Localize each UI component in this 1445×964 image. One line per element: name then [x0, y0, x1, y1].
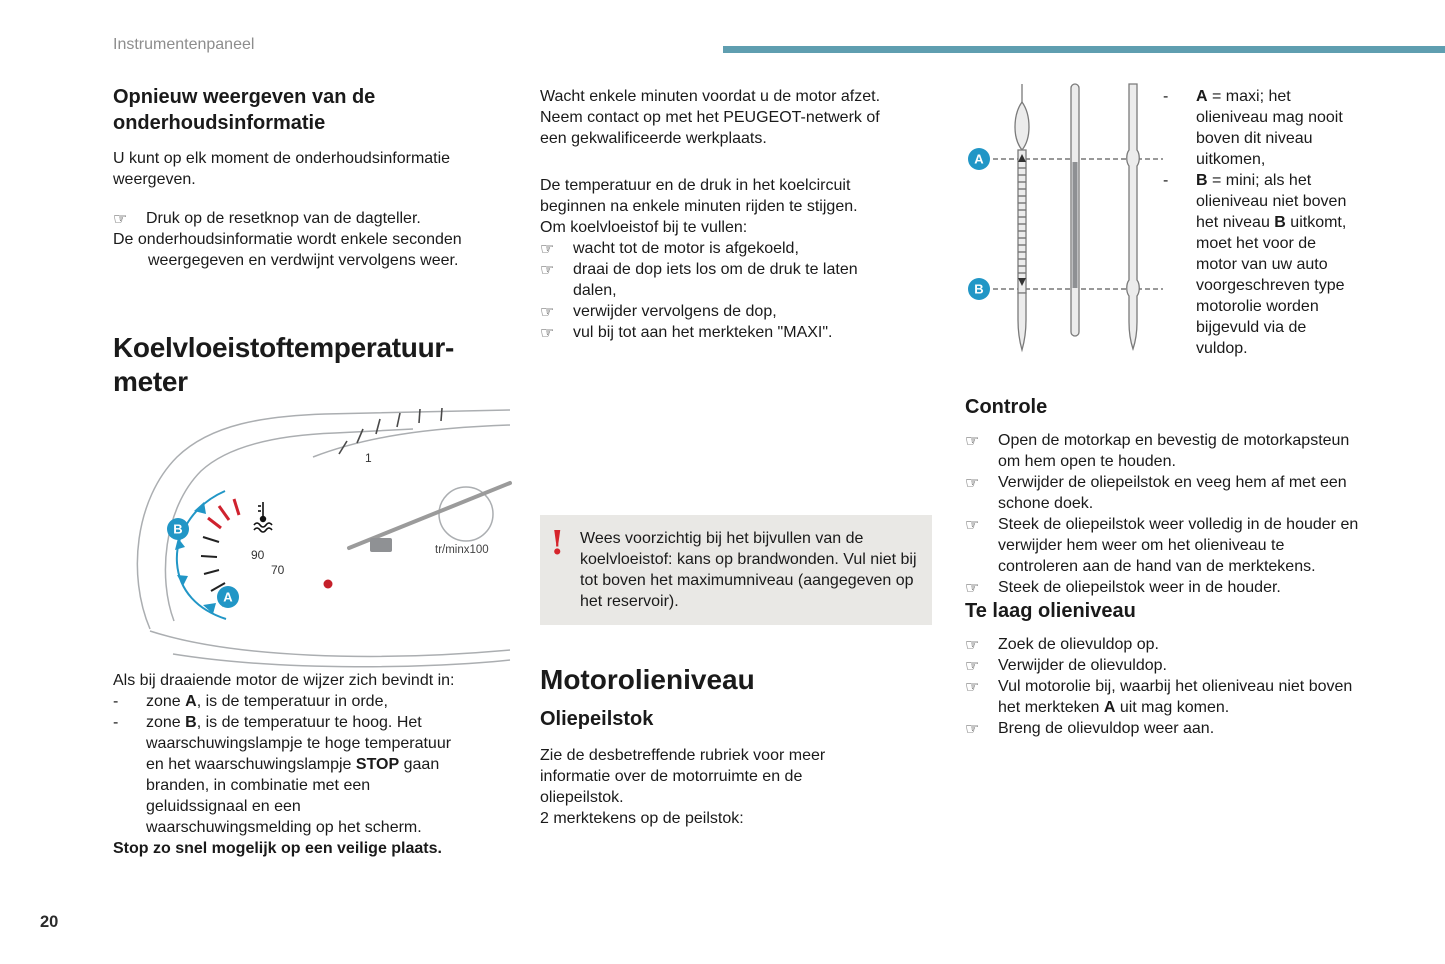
temp-label-90: 90	[251, 548, 265, 562]
legend-b-mid: = mini; als het olieniveau niet boven het niveau	[1196, 172, 1347, 231]
dipstick-illustration	[965, 82, 1165, 358]
caution-box	[540, 515, 932, 625]
step-text: Verwijder de olievuldop.	[998, 657, 1167, 674]
zone-b-bold: B	[185, 714, 197, 731]
list-dash: -	[113, 693, 119, 710]
warning-indicator-dot	[324, 580, 333, 589]
coolant-temperature-icon	[254, 502, 272, 532]
svg-text:B: B	[173, 521, 183, 537]
svg-text:B: B	[974, 281, 984, 297]
legend-item-b	[1163, 170, 1355, 359]
zone-b-stop-bold: STOP	[355, 756, 400, 773]
step-text: Verwijder de oliepeilstok en veeg hem af met een schone doek.	[998, 474, 1347, 512]
zone-b-text	[146, 712, 465, 838]
middle-column	[540, 86, 917, 829]
instruction-step	[965, 634, 1365, 655]
step-text: Steek de oliepeilstok weer volledig in de houder en verwijder hem weer om het olieniveau te controleren aan de hand van de merktekens.	[998, 516, 1359, 575]
instruction-step	[540, 238, 886, 259]
legend-b-body: uitkomt, moet het voor de motor van uw auto voorgeschreven type motorolie worden bijgevuld via de vuldop.	[1196, 214, 1347, 357]
step-text: Open de motorkap en bevestig de motorkapsteun om hem open te houden.	[998, 432, 1350, 470]
cluster-bezel-lines	[137, 410, 510, 667]
list-dash: -	[1163, 172, 1169, 189]
svg-text:A: A	[223, 589, 233, 605]
legend-b-bold2: B	[1274, 214, 1286, 231]
zone-a-post: , is de temperatuur in orde,	[196, 693, 388, 710]
svg-text:A: A	[974, 151, 984, 167]
heading-engine-oil-level: Motorolieniveau	[540, 664, 755, 695]
instrument-cluster-illustration	[113, 407, 511, 664]
marker-a-badge	[968, 148, 990, 170]
pointer-hand-icon: ☞	[965, 578, 980, 597]
zone-b-post: gaan branden, in combinatie met een geluidssignaal en een waarschuwingsmelding op het scherm.	[146, 756, 440, 836]
pointer-hand-icon: ☞	[113, 209, 128, 228]
legend-b-text	[1196, 170, 1355, 359]
instruction-step	[965, 514, 1365, 577]
pointer-hand-icon: ☞	[540, 302, 555, 321]
pointer-hand-icon: ☞	[965, 473, 980, 492]
temp-label-70: 70	[271, 563, 285, 577]
zone-b-pre: zone	[146, 714, 186, 731]
dipstick-oil-level	[1071, 84, 1079, 336]
caution-text: Wees voorzichtig bij het bijvullen van de koelvloeistof: kans op brandwonden. Vul niet bij tot boven het maximumniveau (aangegeven op het reservoir).	[580, 530, 917, 610]
legend-a-text	[1196, 86, 1355, 170]
legend-a-bold: A	[1196, 88, 1208, 105]
dipstick-figure-row	[965, 82, 1365, 394]
step-text: draai de dop iets los om de druk te laten dalen,	[573, 261, 858, 299]
legend-item-a	[1163, 86, 1355, 170]
step-text: vul bij tot aan het merkteken "MAXI".	[573, 324, 833, 341]
paragraph-dipstick-info: Zie de desbetreffende rubriek voor meer informatie over de motorruimte en de oliepeilstok.	[540, 747, 826, 806]
step-text: wacht tot de motor is afgekoeld,	[573, 240, 799, 257]
heading-check: Controle	[965, 396, 1048, 418]
odometer-display	[370, 538, 392, 552]
pointer-hand-icon: ☞	[965, 677, 980, 696]
instruction-step	[965, 472, 1365, 514]
instruction-step	[540, 301, 886, 322]
zone-a-pre: zone	[146, 693, 186, 710]
running-header: Instrumentenpaneel	[113, 36, 255, 53]
rpm-unit-label: tr/minx100	[435, 544, 489, 556]
dipstick-plain	[1127, 84, 1140, 349]
paragraph-wait-minutes: Wacht enkele minuten voordat u de motor afzet.	[540, 88, 881, 105]
instruction-step	[965, 676, 1365, 718]
marker-b-badge	[968, 278, 990, 300]
heading-maintenance-info: Opnieuw weergeven van de onderhoudsinformatie	[113, 86, 376, 134]
zone-b-mid: , is de temperatuur te hoog. Het waarschuwingslampje te hoge temperatuur en het waarschuwingslampje	[146, 714, 452, 773]
right-column	[965, 82, 1365, 739]
marker-b-badge	[167, 518, 189, 540]
instruction-step	[965, 718, 1365, 739]
pointer-hand-icon: ☞	[540, 260, 555, 279]
paragraph-two-marks: 2 merktekens op de peilstok:	[540, 810, 744, 827]
list-dash: -	[1163, 88, 1169, 105]
low-s3-bold: A	[1103, 699, 1116, 716]
pointer-hand-icon: ☞	[965, 431, 980, 450]
paragraph-contact-network: Neem contact op met het PEUGEOT-netwerk of een gekwalificeerde werkplaats.	[540, 109, 880, 147]
legend-b-bold: B	[1196, 172, 1208, 189]
instruction-step	[965, 430, 1365, 472]
step-text: Druk op de resetknop van de dagteller.	[146, 210, 421, 227]
instruction-step	[540, 259, 886, 301]
step-text: Zoek de olievuldop op.	[998, 636, 1159, 653]
instruction-step	[540, 322, 886, 343]
heading-low-oil-level: Te laag olieniveau	[965, 600, 1136, 622]
header-accent-bar	[723, 46, 1445, 53]
list-item-zone-a	[113, 691, 465, 712]
pointer-hand-icon: ☞	[965, 515, 980, 534]
list-dash: -	[113, 714, 119, 731]
pointer-hand-icon: ☞	[540, 239, 555, 258]
step-text: Breng de olievuldop weer aan.	[998, 720, 1215, 737]
low-s3-pre: Vul motorolie bij, waarbij het olieniveau niet boven het merkteken	[998, 678, 1353, 716]
dipstick-legend	[1163, 86, 1355, 359]
step-text: verwijder vervolgens de dop,	[573, 303, 777, 320]
instruction-step	[965, 655, 1365, 676]
low-s3-post: uit mag komen.	[1115, 699, 1230, 716]
zone-a-text	[146, 691, 465, 712]
heading-dipstick: Oliepeilstok	[540, 708, 654, 730]
pointer-hand-icon: ☞	[965, 635, 980, 654]
pointer-hand-icon: ☞	[965, 656, 980, 675]
heading-coolant-gauge: Koelvloeistoftemperatuur-meter	[113, 332, 454, 397]
left-column	[113, 84, 489, 859]
step-text: Steek de oliepeilstok weer in de houder.	[998, 579, 1281, 596]
instruction-step	[965, 577, 1365, 598]
paragraph-coolant-intro: Als bij draaiende motor de wijzer zich bevindt in:	[113, 672, 455, 689]
warning-exclamation-icon: !	[550, 523, 565, 562]
zone-a-bold: A	[185, 693, 197, 710]
marker-a-badge	[217, 586, 239, 608]
paragraph-maintenance-intro: U kunt op elk moment de onderhoudsinformatie weergeven.	[113, 150, 451, 188]
paragraph-coolant-refill-intro: De temperatuur en de druk in het koelcircuit beginnen na enkele minuten rijden te stijgen. Om koelvloeistof bij te vullen:	[540, 177, 858, 236]
legend-a-body: = maxi; het olieniveau mag nooit boven dit niveau uitkomen,	[1196, 88, 1343, 168]
list-item-zone-b	[113, 712, 465, 838]
pointer-hand-icon: ☞	[540, 323, 555, 342]
paragraph-maintenance-note: De onderhoudsinformatie wordt enkele seconden weergegeven en verdwijnt vervolgens weer.	[113, 231, 462, 269]
pointer-hand-icon: ☞	[965, 719, 980, 738]
stop-warning-text: Stop zo snel mogelijk op een veilige plaats.	[113, 840, 442, 857]
tachometer-number-label: 1	[365, 451, 372, 465]
instruction-step	[113, 208, 465, 229]
page-number: 20	[40, 913, 59, 931]
step-text	[998, 676, 1365, 718]
temp-gauge-red-zone-ticks	[208, 499, 239, 528]
